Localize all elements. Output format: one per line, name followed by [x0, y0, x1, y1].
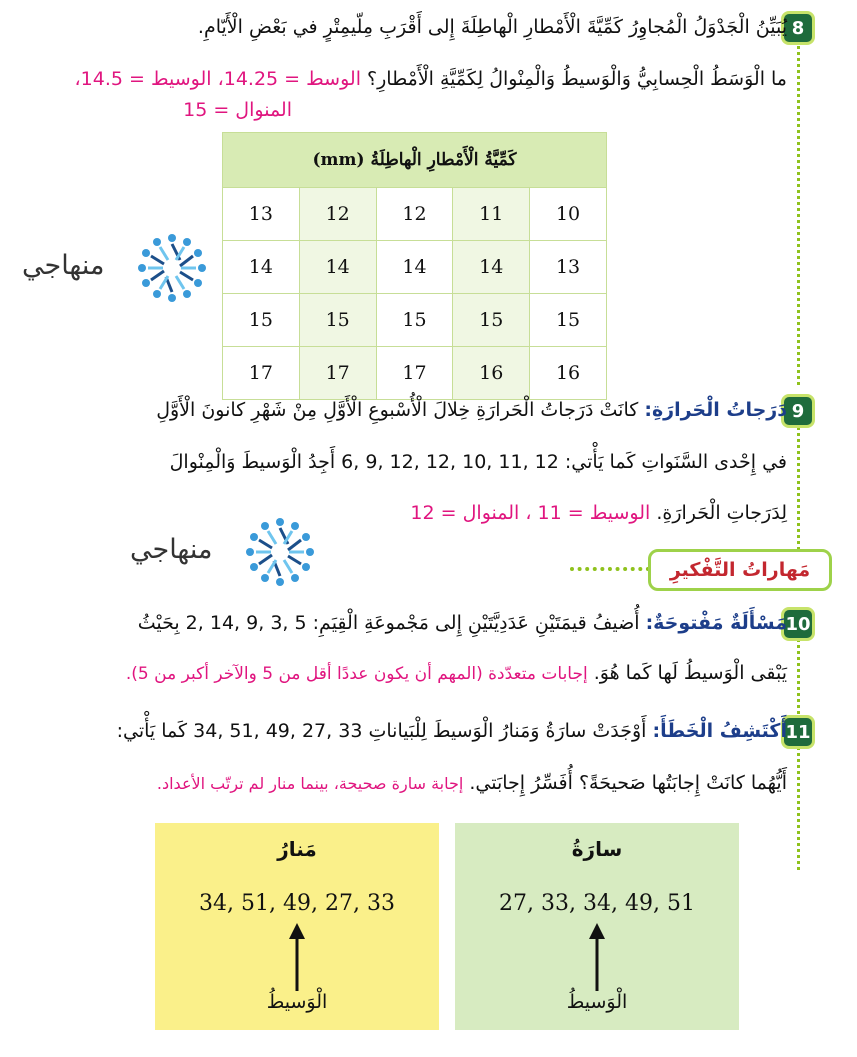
rainfall-table [222, 132, 607, 400]
q10-answer: إجابات متعدّدة (المهم أن يكون عددًا أقل من 5 والآخر أكبر من 5). [125, 664, 588, 684]
table-cell: 10 [530, 188, 607, 241]
q11-line1 [117, 720, 787, 742]
q8-question-text: ما الْوَسَطُ الْحِسابِيُّ وَالْوَسيطُ وَالْمِنْوالُ لِكَمِّيَّةِ الْأَمْطارِ؟ [367, 68, 787, 90]
q9-text1: كانَتْ دَرَجاتُ الْحَرارَةِ خِلالَ الْأُسْبوعِ الْأَوَّلِ مِنْ شَهْرِ كانونَ الْأَوَّلِ [156, 399, 639, 421]
q8-line1: يُبَيِّنُ الْجَدْوَلُ الْمُجاوِرُ كَمِّيَّةَ الْأَمْطارِ الْهاطِلَةَ إِلى أَقْرَبِ مِلّيمِتْرٍ في بَعْضِ الْأَيّامِ. [197, 16, 787, 38]
rainfall-table-header: كَمِّيَّةُ الْأَمْطارِ الْهاطِلَةُ (mm) [223, 133, 607, 188]
up-arrow-icon [585, 923, 609, 993]
table-cell: 17 [299, 347, 376, 400]
q9-text3: لِدَرَجاتِ الْحَرارَةِ. [656, 502, 787, 524]
table-cell: 15 [530, 294, 607, 347]
margin-rule-middle [797, 420, 800, 550]
table-row [223, 241, 607, 294]
logo-mark-icon [132, 228, 212, 308]
table-cell: 15 [223, 294, 300, 347]
q11-answer: إجابة سارة صحيحة، بينما منار لم ترتّب الأعداد. [156, 774, 464, 793]
manhaji-logo [22, 228, 212, 308]
table-cell: 15 [453, 294, 530, 347]
manar-median-label: الْوَسيطُ [266, 991, 328, 1013]
logo-text: منهاجي [130, 534, 213, 565]
question-11-badge: 11 [784, 718, 812, 746]
table-cell: 11 [453, 188, 530, 241]
q9-line3 [410, 502, 787, 524]
sara-box [455, 823, 739, 1030]
table-row [223, 188, 607, 241]
table-cell: 17 [223, 347, 300, 400]
manar-box [155, 823, 439, 1030]
q10-line1 [138, 612, 787, 634]
q10-text1: أُضيفُ قيمَتَيْنِ عَدَدِيَّتَيْنِ إِلى مَجْموعَةِ الْقِيَمِ: 5 ,3 ,9 ,14 ,2 بِحَيْثُ [137, 612, 640, 634]
banner-dotted-line [570, 567, 650, 571]
table-cell: 15 [376, 294, 453, 347]
table-cell: 16 [530, 347, 607, 400]
table-cell: 15 [299, 294, 376, 347]
q10-line2 [126, 662, 787, 684]
q8-answer-line1: الوسط = 14.25، الوسيط = 14.5، [74, 68, 361, 90]
table-cell: 14 [376, 241, 453, 294]
sara-median-label: الْوَسيطُ [566, 991, 628, 1013]
table-row [223, 294, 607, 347]
up-arrow-icon [285, 923, 309, 993]
q9-line1 [156, 399, 787, 421]
q10-title: مَسْأَلَةٌ مَفْتوحَةٌ: [645, 612, 787, 634]
table-cell: 14 [453, 241, 530, 294]
question-9-badge: 9 [784, 397, 812, 425]
logo-mark-icon [240, 512, 320, 592]
manhaji-logo [130, 512, 320, 592]
table-cell: 13 [530, 241, 607, 294]
q10-text2: يَبْقى الْوَسيطُ لَها كَما هُوَ. [593, 662, 787, 684]
manar-values: 34, 51, 49, 27, 33 [199, 891, 395, 916]
sara-name: سارَةُ [571, 837, 623, 861]
question-8-badge: 8 [784, 14, 812, 42]
table-cell: 16 [453, 347, 530, 400]
manar-name: مَنارُ [277, 837, 317, 861]
q11-text1: أَوْجَدَتْ سارَةُ وَمَنارُ الْوَسيطَ لِلْبَياناتِ 33 ,27 ,49 ,51 ,34 كَما يَأْتي: [116, 720, 647, 742]
q9-line2: في إِحْدى السَّنَواتِ كَما يَأْتي: 12 ,11 ,10 ,12 ,12 ,9 ,6 أَجِدُ الْوَسيطَ وَالْمِنْوالَ [169, 451, 787, 473]
table-row [223, 347, 607, 400]
q11-title: أَكْتَشِفُ الْخَطَأَ: [652, 720, 787, 742]
q9-title: دَرَجاتُ الْحَرارَةِ: [644, 399, 787, 421]
thinking-skills-banner [648, 549, 832, 591]
table-cell: 12 [376, 188, 453, 241]
question-10-badge: 10 [784, 610, 812, 638]
q11-text2: أَيُّهُما كانَتْ إِجابَتُها صَحيحَةً؟ أُفَسِّرُ إِجابَتي. [469, 772, 787, 794]
table-cell: 13 [223, 188, 300, 241]
banner-label: مَهاراتُ التَّفْكيرِ [669, 559, 811, 581]
q8-line2 [75, 68, 787, 90]
q9-answer: الوسيط = 11 ، المنوال = 12 [410, 502, 651, 524]
table-cell: 17 [376, 347, 453, 400]
q8-answer-line2: المنوال = 15 [183, 99, 292, 121]
q11-line2 [157, 772, 787, 794]
table-cell: 12 [299, 188, 376, 241]
margin-rule-top [797, 40, 800, 385]
table-cell: 14 [223, 241, 300, 294]
table-cell: 14 [299, 241, 376, 294]
logo-text: منهاجي [22, 250, 105, 281]
sara-values: 27, 33, 34, 49, 51 [499, 891, 695, 916]
